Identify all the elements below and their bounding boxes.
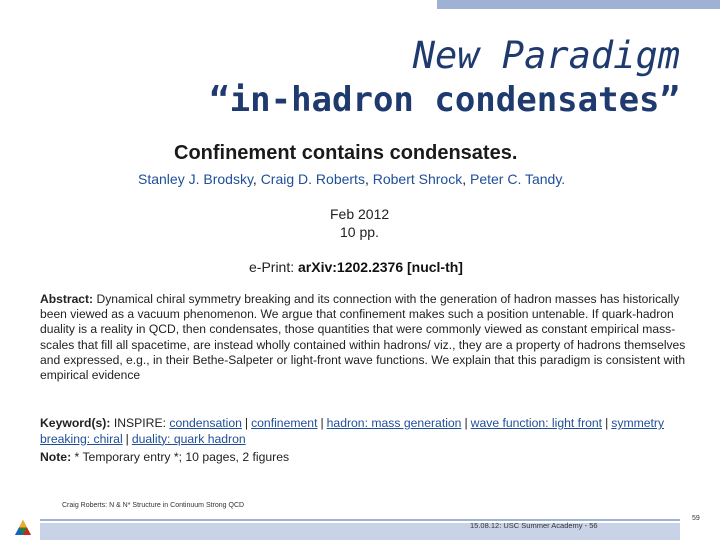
abstract-block: [40, 292, 686, 383]
note-label: Note:: [40, 450, 72, 464]
eprint-value: arXiv:1202.2376 [nucl-th]: [298, 259, 463, 275]
slide-title-line2: “in-hadron condensates”: [209, 80, 680, 120]
keywords-prefix: INSPIRE:: [113, 416, 166, 430]
top-accent-bar: [437, 0, 720, 9]
keyword-separator: |: [320, 416, 324, 430]
note-line: [40, 450, 289, 464]
keyword-link[interactable]: wave function: light front: [470, 416, 603, 430]
author-link[interactable]: Robert Shrock: [372, 171, 463, 187]
author-link[interactable]: Stanley J. Brodsky: [138, 171, 253, 187]
slide-title-line1: New Paradigm: [412, 34, 680, 77]
keyword-link[interactable]: hadron: mass generation: [326, 416, 462, 430]
eprint-line: [249, 259, 463, 275]
author-link[interactable]: Craig D. Roberts: [260, 171, 365, 187]
keyword-link[interactable]: symmetry breaking: chiral: [40, 416, 665, 446]
footer-presenter: Craig Roberts: N & N* Structure in Continuum Strong QCD: [62, 502, 245, 509]
footer-event: 15.08.12: USC Summer Academy - 56: [470, 521, 598, 530]
slide-number: 59: [692, 515, 700, 522]
keyword-link[interactable]: condensation: [169, 416, 242, 430]
abstract-label: Abstract:: [40, 292, 94, 306]
keywords-label: Keyword(s):: [40, 416, 111, 430]
page-count: 10 pp.: [340, 224, 379, 240]
author-list: [138, 171, 565, 187]
keyword-separator: |: [605, 416, 609, 430]
keyword-separator: |: [244, 416, 249, 430]
institution-logo-icon: [14, 519, 32, 537]
keyword-separator: |: [125, 431, 129, 446]
author-link[interactable]: Peter C. Tandy.: [470, 171, 566, 187]
keyword-separator: |: [464, 416, 468, 430]
publication-date: Feb 2012: [330, 206, 390, 222]
note-text: * Temporary entry *; 10 pages, 2 figures: [74, 450, 290, 464]
keyword-link[interactable]: duality: quark hadron: [131, 431, 246, 446]
eprint-label: e-Print:: [249, 259, 295, 275]
paper-title: Confinement contains condensates.: [174, 142, 518, 164]
author-separator: ,: [462, 171, 470, 187]
abstract-text: Dynamical chiral symmetry breaking and its connection with the generation of hadron masses has historically been viewed as a vacuum phenomenon. We argue that confinement makes such a position untenable. If quark-hadron duality is a reality in QCD, then condensates, those quantities that were commonly viewed as constant empirical mass-scales that fill all spacetime, are instead wholly contained within hadrons/ viz., they are a property of hadrons themselves and expressed, e.g., in their Bethe-Salpeter or light-front wave functions. We explain that this paradigm is consistent with empirical evidence: [40, 292, 686, 383]
keywords-block: [40, 416, 680, 448]
author-separator: ,: [252, 171, 261, 187]
author-separator: ,: [364, 171, 373, 187]
keyword-link[interactable]: confinement: [251, 416, 318, 430]
